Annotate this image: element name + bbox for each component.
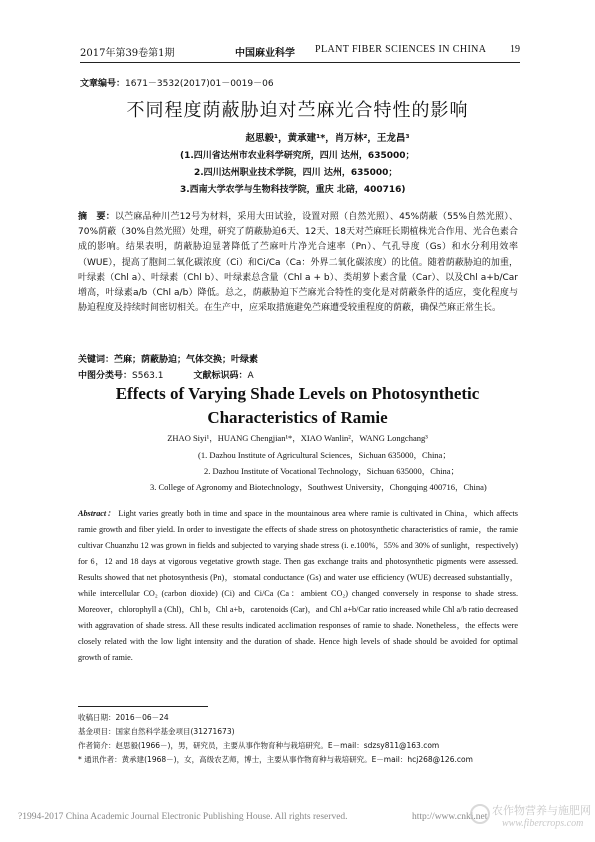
authors-english: ZHAO Siyi¹，HUANG Chengjian¹*，XIAO Wanlin²，WANG Longchang³ xyxy=(167,433,428,443)
keywords-chinese: 关键词：苎麻；荫蔽胁迫；气体交换；叶绿素 xyxy=(78,355,259,365)
title-en-line-1: Effects of Varying Shade Levels on Photosynthetic xyxy=(115,384,480,403)
authors-chinese: 赵思毅¹，黄承建¹*，肖万林²，王龙昌³ xyxy=(245,133,410,144)
header-journal-en: PLANT FIBER SCIENCES IN CHINA xyxy=(315,44,487,55)
affiliation-en-2: 2. Dazhou Institute of Vocational Technology，Sichuan 635000，China； xyxy=(204,466,460,476)
running-header xyxy=(80,44,520,62)
clc-value: S563.1 xyxy=(132,371,164,381)
abstract-cn-text: 以苎麻品种川苎12号为材料，采用大田试验，设置对照（自然光照）、45%荫蔽（55%自然光照）、70%荫蔽（30%自然光照）处理，研究了荫蔽胁迫6天、12天、18天对苎麻旺长期植株光合作用、光合色素合成的影响。结果表明，荫蔽胁迫显著降低了苎麻叶片净光合速率（Pn）、气孔导度（Gs）和水分利用效率（WUE），提高了胞间二氧化碳浓度（Ci）和Ci/Ca（Ca：外界二氧化碳浓度）的比值。随着荫蔽胁迫的加重，叶绿素（Chl a）、叶绿素（Chl b）、叶绿素总含量（Chl a + b）、类胡萝卜素含量（Car）、以及Chl a+b/Car增高，叶绿素a/b（Chl a/b）降低。总之，荫蔽胁迫下苎麻光合特性的变化是对荫蔽条件的适应，变化程度与胁迫程度及持续时间密切相关。在生产中，应采取措施避免苎麻遭受较重程度的荫蔽，确保苎麻正常生长。 xyxy=(78,212,518,314)
abstract-cn-label: 摘 要： xyxy=(78,212,115,222)
affiliation-cn-1: (1.四川省达州市农业科学研究所，四川 达州，635000； xyxy=(180,151,415,161)
footnote-corresponding: * 通讯作者：黄承建(1968－)，女，高级农艺师，博士，主要从事作物育种与栽培研究。E－mail：hcj268@126.com xyxy=(78,755,473,764)
affiliation-en-1: (1. Dazhou Institute of Agricultural Sciences，Sichuan 635000，China； xyxy=(198,450,451,460)
header-divider xyxy=(80,62,520,63)
abstract-chinese xyxy=(78,210,518,316)
copyright-notice: ?1994-2017 China Academic Journal Electronic Publishing House. All rights reserved. xyxy=(18,812,348,822)
title-en-line-2: Characteristics of Ramie xyxy=(207,408,388,427)
footnote-fund: 基金项目：国家自然科学基金项目(31271673) xyxy=(78,727,235,736)
footnote-author-bio: 作者简介：赵思毅(1966－)，男，研究员，主要从事作物育种与栽培研究。E－mail：sdzsy811@163.com xyxy=(78,741,440,750)
footnote-divider xyxy=(78,706,208,707)
footnote-received: 收稿日期：2016－06－24 xyxy=(78,713,169,722)
affiliation-cn-3: 3.西南大学农学与生物科技学院，重庆 北碚，400716) xyxy=(180,185,406,195)
watermark-url: www.fibercrops.com xyxy=(502,818,584,829)
article-number-value: 1671－3532(2017)01－0019－06 xyxy=(125,79,274,89)
clc-label: 中图分类号： xyxy=(78,371,133,381)
copyright-url[interactable]: http://www.cnki.net xyxy=(412,812,488,822)
article-number xyxy=(80,76,274,89)
header-issue: 2017年第39卷第1期 xyxy=(80,48,175,59)
affiliation-cn-2: 2.四川达州职业技术学院，四川 达州，635000； xyxy=(194,168,398,178)
watermark-logo-icon xyxy=(470,804,490,824)
title-chinese: 不同程度荫蔽胁迫对苎麻光合特性的影响 xyxy=(126,100,469,121)
abstract-english xyxy=(78,506,518,666)
header-journal-cn: 中国麻业科学 xyxy=(235,48,295,59)
classification-line xyxy=(78,368,254,381)
doc-code-label: 文献标识码： xyxy=(193,371,248,381)
affiliation-en-3: 3. College of Agronomy and Biotechnology，Southwest University，Chongqing 400716，China) xyxy=(150,482,487,492)
title-english xyxy=(0,382,595,430)
abstract-en-text: Light varies greatly both in time and space in the mountainous area where ramie is cultivated in China，which affects ramie growth and fiber yield. In order to investigate the effects of shade stress on photosynthetic characteristics of ramie，the ramie cultivar Chuanzhu 12 was grown in fields and subjected to varying shade stress (i. e.100%，55% and 30% of sunlight，respectively) for 6，12 and 18 days at vigorous vegetative growth stage. Then gas exchange traits and photosynthetic pigments were assessed. Results showed that net photosynthesis (Pn)，stomatal conductance (Gs) and water use efficiency (WUE) decreased substantially，while intercellular CO₂ (carbon dioxide) (Ci) and Ci/Ca (Ca：ambient CO₂) changed conversely in response to shade stress. Moreover，chlorophyll a (Chl)，Chl b，Chl a+b，carotenoids (Car)，and Chl a+b/Car ratio increased while Chl a/b ratio decreased with aggravation of shade stress. All these results indicated acclimation responses of ramie to shade. Nonetheless，the effects were closely related with the low light intensity and the duration of shade. Hence high levels of shade should be avoided for optimal growth of ramie. xyxy=(78,509,518,662)
site-watermark xyxy=(470,802,590,836)
header-page-number: 19 xyxy=(510,44,520,55)
doc-code-value: A xyxy=(247,371,254,381)
abstract-en-label: Abstract： xyxy=(78,509,116,518)
article-number-label: 文章编号： xyxy=(80,79,126,89)
watermark-cn: 农作物营养与施肥网 xyxy=(492,804,591,817)
